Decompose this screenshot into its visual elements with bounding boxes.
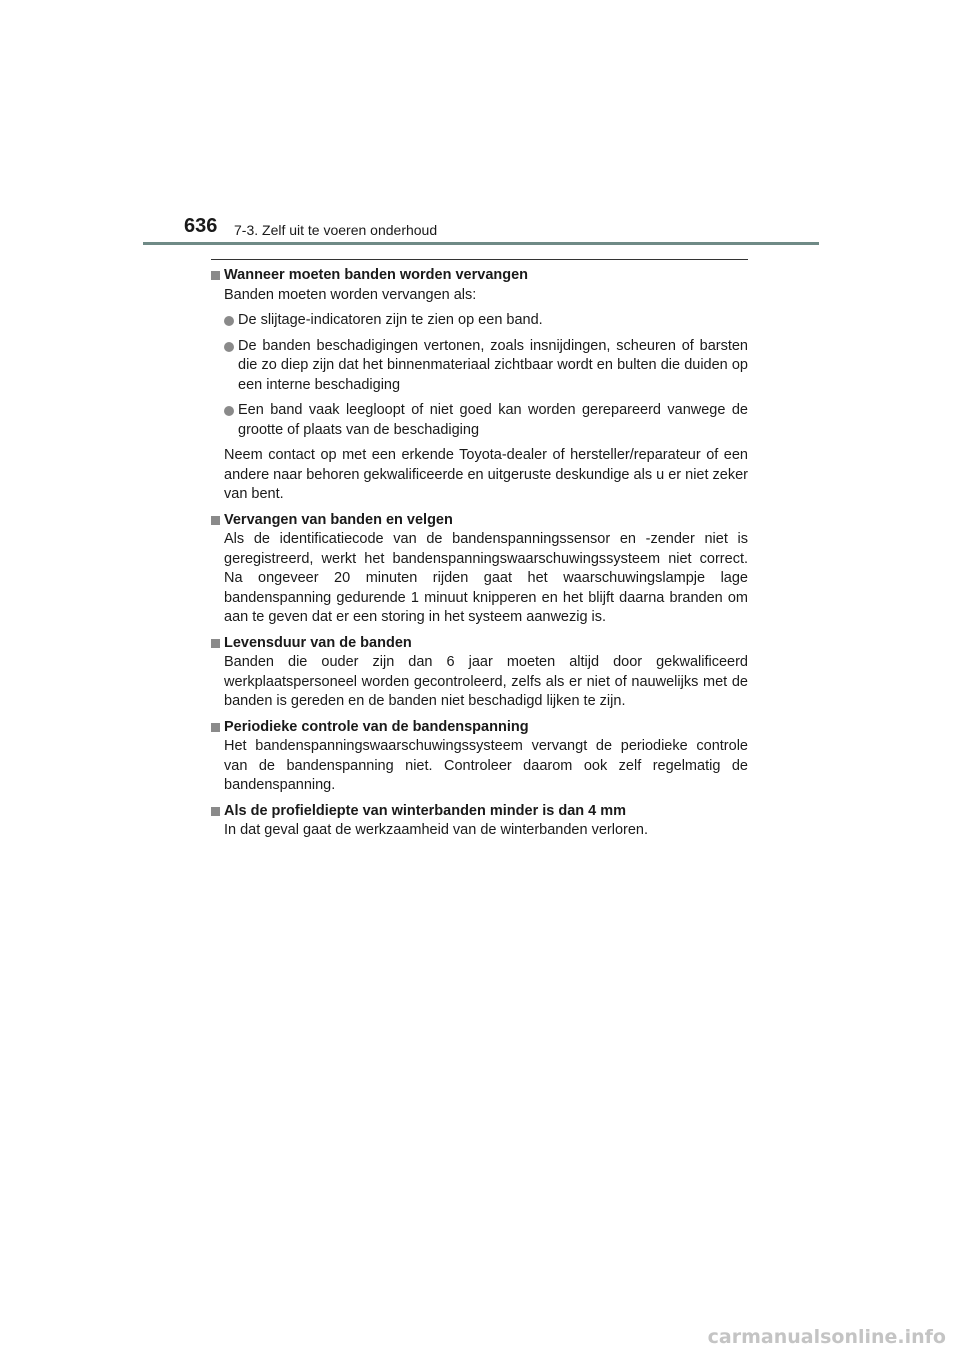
section-heading-text: Wanneer moeten banden worden vervangen — [224, 267, 529, 283]
section-paragraph: Neem contact op met een erkende Toyota-dealer of hersteller/reparateur of een andere naar behoren gekwalificeerde en uitgeruste deskundige als u er niet zeker van bent. — [224, 447, 748, 502]
page-content — [211, 259, 748, 841]
list-item — [211, 311, 748, 331]
section-heading — [211, 511, 748, 531]
section-heading-text: Vervangen van banden en velgen — [224, 511, 453, 528]
section-title: 7-3. Zelf uit te voeren onderhoud — [234, 222, 438, 238]
circle-bullet-icon — [224, 316, 234, 326]
section-heading — [211, 266, 748, 286]
list-item-text: De banden beschadigingen vertonen, zoals insnijdingen, scheuren of barsten die zo diep zijn dat het binnenmateriaal zichtbaar wordt en bulten die duiden op een interne beschadiging — [238, 337, 748, 393]
section-heading — [211, 718, 748, 738]
square-bullet-icon — [211, 516, 220, 525]
circle-bullet-icon — [224, 342, 234, 352]
section-heading-text: Levensduur van de banden — [224, 634, 412, 651]
square-bullet-icon — [211, 807, 220, 816]
square-bullet-icon — [211, 639, 220, 648]
circle-bullet-icon — [224, 406, 234, 416]
list-item-text: Een band vaak leegloopt of niet goed kan worden gerepareerd vanwege de grootte of plaats van de beschadiging — [238, 402, 748, 438]
list-item — [211, 337, 748, 396]
square-bullet-icon — [211, 271, 220, 280]
page-number: 636 — [184, 215, 218, 237]
section-paragraph: Als de identificatiecode van de bandenspanningssensor en -zender niet is geregistreerd, werkt het bandenspanningswaarschuwingssysteem niet correct. Na ongeveer 20 minuten rijden gaat het waarschuwingslampje lage bandenspanning gedurende 1 minuut knipperen en het blijft daarna branden om aan te geven dat er een storing in het systeem aanwezig is. — [224, 531, 748, 625]
section-paragraph: Banden moeten worden vervangen als: — [224, 286, 477, 303]
list-item — [211, 401, 748, 440]
section-heading — [211, 634, 748, 654]
list-item-text: De slijtage-indicatoren zijn te zien op een band. — [238, 312, 543, 328]
watermark-link[interactable]: carmanualsonline.info — [707, 1326, 946, 1348]
section-heading-text: Periodieke controle van de bandenspanning — [224, 718, 529, 735]
section-paragraph: Banden die ouder zijn dan 6 jaar moeten altijd door gekwalificeerd werkplaatspersoneel worden gecontroleerd, zelfs als er niet of nauwelijks met de banden is gereden en de banden niet beschadigd lijken te zijn. — [224, 654, 748, 709]
section-paragraph: Het bandenspanningswaarschuwingssysteem vervangt de periodieke controle van de bandenspanning niet. Controleer daarom ook zelf regelmatig de bandenspanning. — [224, 738, 748, 793]
section-heading-text: Als de profieldiepte van winterbanden minder is dan 4 mm — [224, 802, 627, 819]
section-paragraph: In dat geval gaat de werkzaamheid van de winterbanden verloren. — [224, 822, 648, 838]
square-bullet-icon — [211, 723, 220, 732]
page-header — [0, 0, 960, 250]
section-heading — [211, 802, 748, 822]
header-rule — [143, 242, 819, 245]
